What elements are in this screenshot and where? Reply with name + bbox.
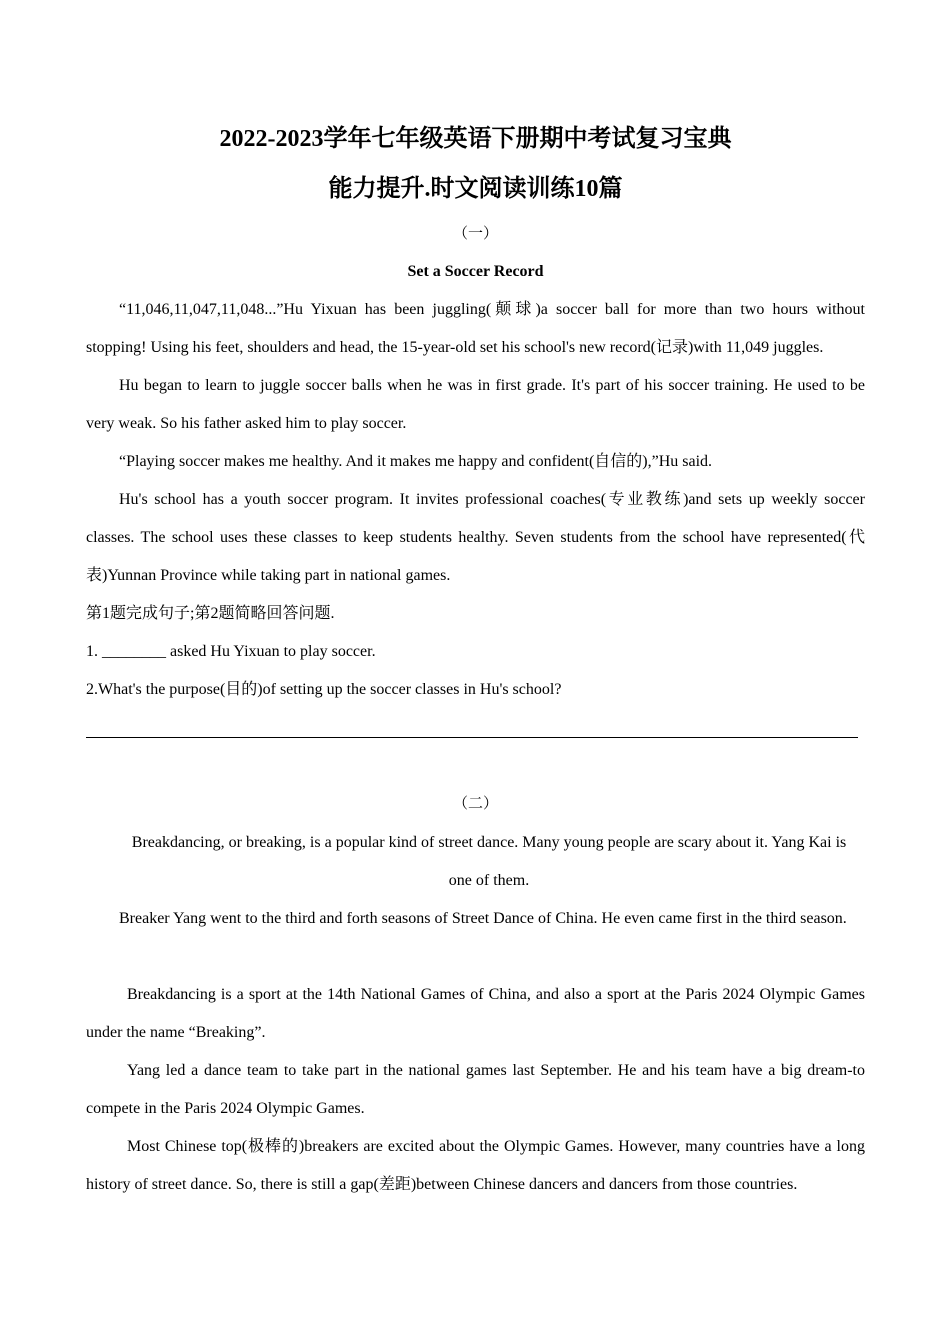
section-2-marker: （二） — [452, 796, 498, 812]
question-2: 2.What's the purpose(目的)of setting up the soccer classes in Hu's school? — [86, 681, 562, 698]
passage-1-paragraph-3: “Playing soccer makes me healthy. And it makes me happy and confident(自信的),”Hu said. — [119, 453, 713, 470]
answer-line — [86, 737, 858, 738]
passage-2-paragraph-1: Breakdancing, or breaking, is a popular kind of street dance. Many young people are scary about it. Yang Kai is one of them. — [131, 834, 847, 889]
passage-1-title: Set a Soccer Record — [407, 263, 544, 280]
passage-2-paragraph-5: Most Chinese top(极棒的)breakers are excited about the Olympic Games. However, many countries have a long history of street dance. So, there is still a gap(差距)between Chinese dancers and dancers from those countries. — [86, 1138, 865, 1193]
passage-1-paragraph-4: Hu's school has a youth soccer program. It invites professional coaches(专业教练)and sets up weekly soccer classes. The school uses these classes to keep students healthy. Seven students from the school have represented(代表)Yunnan Province while taking part in national games. — [86, 491, 865, 584]
section-1-marker: （一） — [452, 226, 498, 242]
passage-1-paragraph-1: “11,046,11,047,11,048...”Hu Yixuan has been juggling(颠球)a soccer ball for more than two hours without stopping! Using his feet, shoulders and head, the 15-year-old set his school's new record(记录)with 11,049 juggles. — [86, 301, 865, 356]
passage-2-paragraph-4: Yang led a dance team to take part in the national games last September. He and his team have a big dream-to compete in the Paris 2024 Olympic Games. — [86, 1062, 865, 1117]
passage-1-paragraph-2: Hu began to learn to juggle soccer balls when he was in first grade. It's part of his soccer training. He used to be very weak. So his father asked him to play soccer. — [86, 377, 865, 432]
document-title-line-1: 2022-2023学年七年级英语下册期中考试复习宝典 — [219, 126, 732, 152]
question-1: 1. ________ asked Hu Yixuan to play soccer. — [86, 643, 376, 660]
question-instructions: 第1题完成句子;第2题简略回答问题. — [86, 605, 335, 622]
document-title-line-2: 能力提升.时文阅读训练10篇 — [328, 176, 623, 202]
passage-2-paragraph-3: Breakdancing is a sport at the 14th National Games of China, and also a sport at the Paris 2024 Olympic Games under the name “Breaking”. — [86, 986, 865, 1041]
passage-2-paragraph-2: Breaker Yang went to the third and forth seasons of Street Dance of China. He even came first in the third season. — [119, 910, 847, 927]
